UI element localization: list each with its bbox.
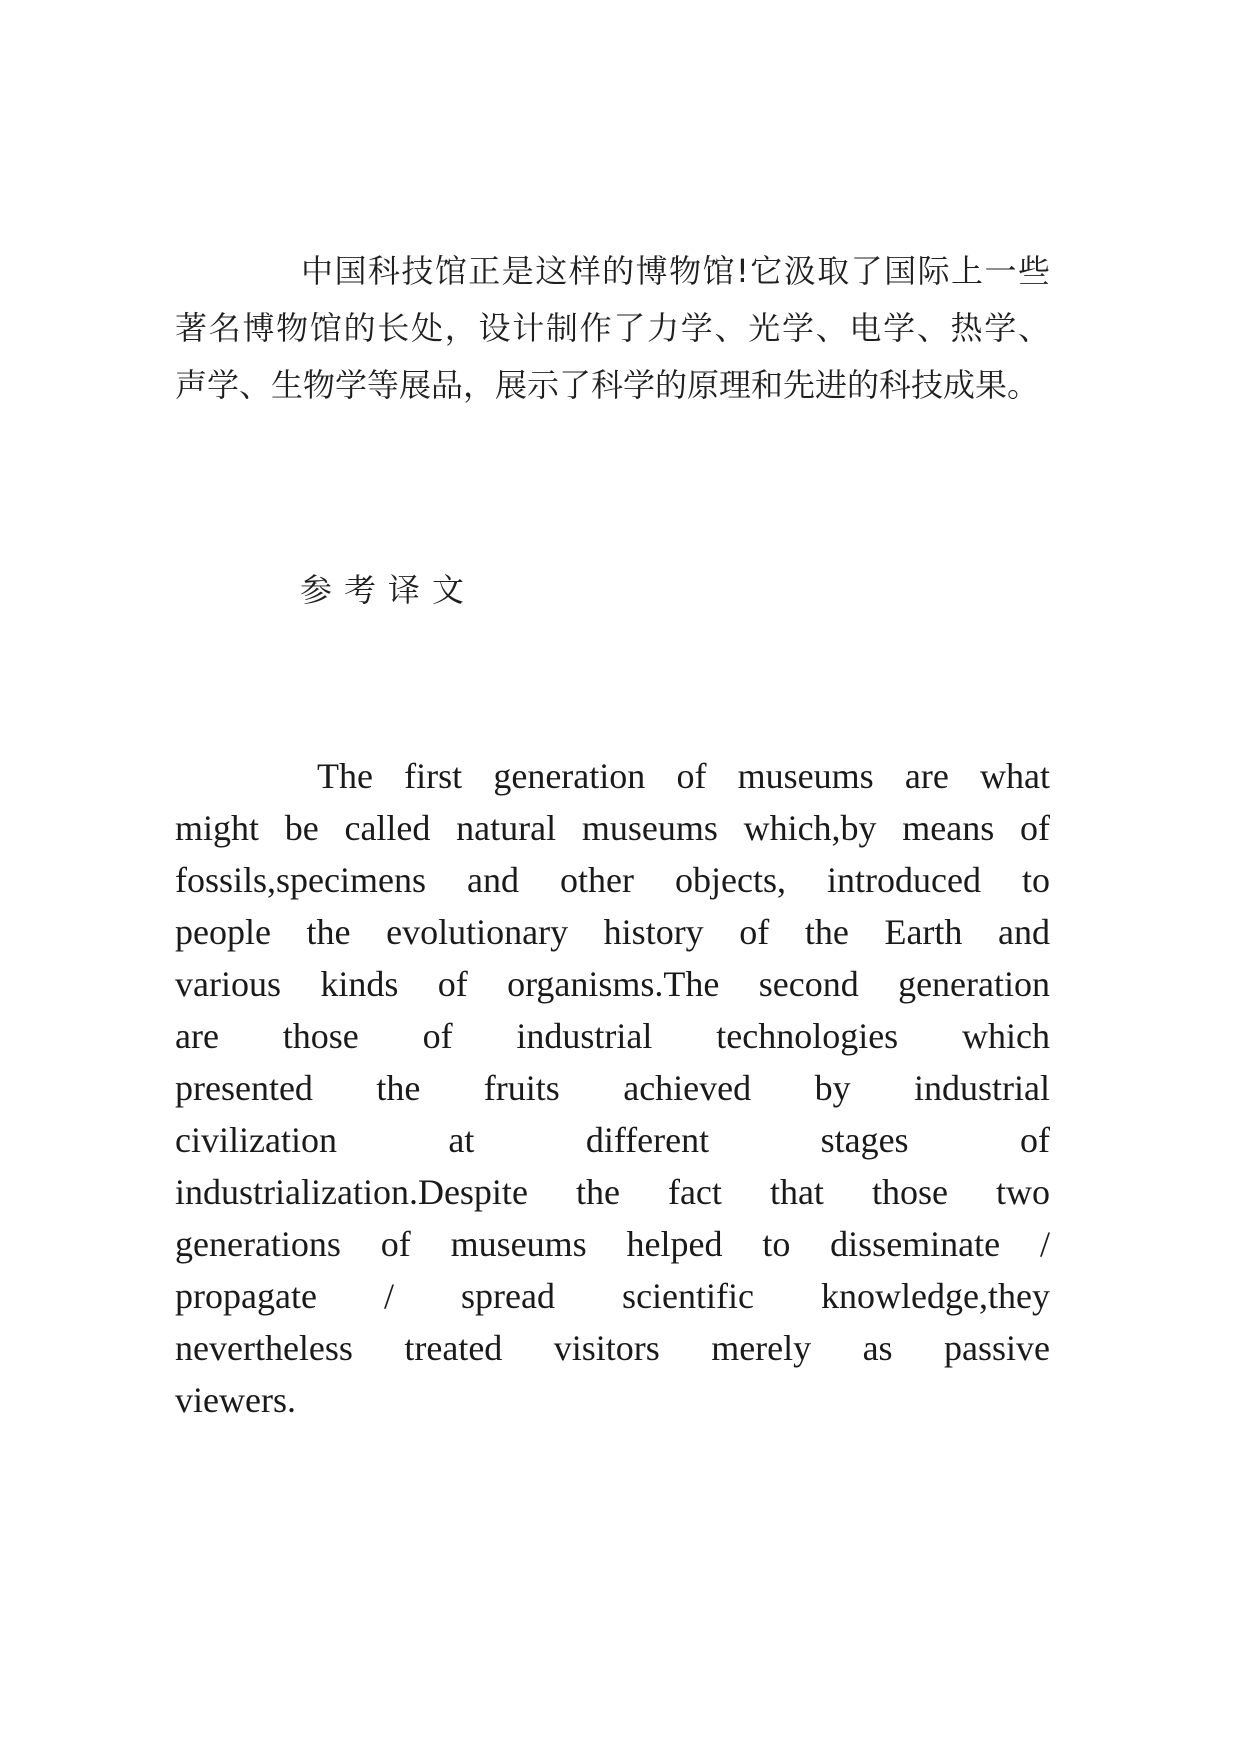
paragraph-line: various kinds of organisms.The second generation [175, 964, 1050, 1004]
paragraph-line: 著名博物馆的长处，设计制作了力学、光学、电学、热学、 [175, 309, 1050, 347]
paragraph-line: civilization at different stages of [175, 1120, 1050, 1160]
paragraph-line: people the evolutionary history of the Earth and [175, 912, 1050, 952]
english-paragraph [175, 750, 1050, 1426]
section-heading: 参考译文 [300, 571, 477, 609]
paragraph-line: propagate / spread scientific knowledge,they [175, 1276, 1050, 1316]
paragraph-line: The first generation of museums are what [317, 756, 1050, 796]
paragraph-line: 声学、生物学等展品，展示了科学的原理和先进的科技成果。 [175, 366, 1040, 404]
paragraph-line: presented the fruits achieved by industrial [175, 1068, 1050, 1108]
paragraph-line: 中国科技馆正是这样的博物馆!它汲取了国际上一些 [301, 252, 1050, 290]
paragraph-line: nevertheless treated visitors merely as passive [175, 1328, 1050, 1368]
paragraph-line: viewers. [175, 1380, 296, 1420]
paragraph-line: generations of museums helped to disseminate / [175, 1224, 1050, 1264]
paragraph-line: industrialization.Despite the fact that those two [175, 1172, 1050, 1212]
paragraph-line: fossils,specimens and other objects, introduced to [175, 860, 1050, 900]
paragraph-line: might be called natural museums which,by means of [175, 808, 1050, 848]
paragraph-line: are those of industrial technologies which [175, 1016, 1050, 1056]
chinese-paragraph [175, 243, 1050, 414]
